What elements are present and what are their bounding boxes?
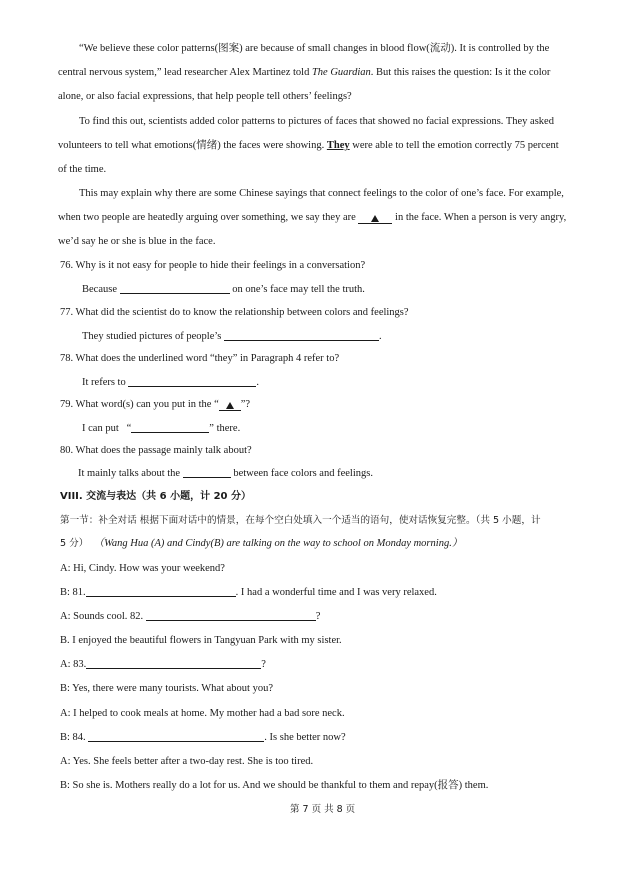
passage-p3-line1: This may explain why there are some Chinese sayings that connect feelings to the color of one’s face. For example, [79,188,564,199]
dialogue-line-3: A: Sounds cool. 82. ? [60,611,321,622]
dialogue-line-2: B: 81. . I had a wonderful time and I was very relaxed. [60,587,437,598]
passage-p3-line2: when two people are heatedly arguing over something, we say they are in the face. When a person is very angry, [58,212,567,223]
newspaper-title: The Guardian [311,67,371,78]
answer-78: It refers to . [82,377,259,388]
passage-p2-line1: To find this out, scientists added color patterns to pictures of faces that showed no facial expressions. They asked [79,116,554,127]
answer-80: It mainly talks about the between face colors and feelings. [78,468,373,479]
answer-79: I can put “ ” there. [82,423,241,434]
passage-p2-line2: volunteers to tell what emotions(情绪) the faces were showing. They were able to tell the emotion correctly 75 percent [58,140,559,151]
triangle-icon [226,402,234,409]
section-title: VIII. 交流与表达（共 6 小题，计 20 分） [60,491,251,502]
answer-blank-76[interactable] [120,283,230,294]
dialogue-line-7: A: I helped to cook meals at home. My mother had a bad sore neck. [60,708,345,719]
passage-p3-line3: we’d say he or she is blue in the face. [58,236,216,247]
dialogue-blank-81[interactable] [86,586,236,597]
dialogue-line-4: B. I enjoyed the beautiful flowers in Tangyuan Park with my sister. [60,635,342,646]
passage-p1-line1: “We believe these color patterns(图案) are because of small changes in blood flow(流动). It is controlled by the [79,43,550,54]
page-footer: 第 7 页 共 8 页 [290,804,356,815]
dialogue-line-9: A: Yes. She feels better after a two-day rest. She is too tired. [60,756,314,767]
answer-blank-79[interactable] [131,422,209,433]
dialogue-line-6: B: Yes, there were many tourists. What about you? [60,683,273,694]
dialogue-blank-83[interactable] [86,658,261,669]
passage-p2-line3: of the time. [58,164,107,175]
question-78: 78. What does the underlined word “they” in Paragraph 4 refer to? [60,353,340,364]
passage-p1-line3: alone, or also facial expressions, that help people tell others’ feelings? [58,91,352,102]
question-79: 79. What word(s) can you put in the “ ”? [60,399,251,410]
triangle-icon [371,215,379,222]
dialogue-line-10: B: So she is. Mothers really do a lot for us. And we should be thankful to them and repay(报答) them. [60,780,489,791]
dialogue-context: （Wang Hua (A) and Cindy(B) are talking on the way to school on Monday morning.） [93,538,463,549]
answer-76: Because on one’s face may tell the truth. [82,284,365,295]
dialogue-line-8: B: 84. . Is she better now? [60,732,346,743]
answer-blank-78[interactable] [128,376,256,387]
question-77: 77. What did the scientist do to know the relationship between colors and feelings? [60,307,409,318]
dialogue-blank-84[interactable] [88,731,264,742]
question-76: 76. Why is it not easy for people to hide their feelings in a conversation? [60,260,366,271]
underlined-word-they: They [326,140,350,151]
dialogue-line-1: A: Hi, Cindy. How was your weekend? [60,563,225,574]
passage-p1-line2: central nervous system,” lead researcher Alex Martinez told The Guardian. But this raises the question: Is it the color [58,67,551,78]
triangle-blank-ref [219,400,241,411]
answer-blank-77[interactable] [224,330,379,341]
section-instruction-line2: 5 分） （Wang Hua (A) and Cindy(B) are talking on the way to school on Monday morning.） [60,538,463,549]
answer-blank-80[interactable] [183,467,231,478]
dialogue-blank-82[interactable] [146,610,316,621]
triangle-blank [358,213,392,224]
answer-77: They studied pictures of people’s . [82,331,382,342]
question-80: 80. What does the passage mainly talk about? [60,445,252,456]
dialogue-line-5: A: 83. ? [60,659,266,670]
section-instruction-line1: 第一节：补全对话 根据下面对话中的情景，在每个空白处填入一个适当的语句，使对话恢复完整。（共 5 小题，计 [60,515,541,526]
